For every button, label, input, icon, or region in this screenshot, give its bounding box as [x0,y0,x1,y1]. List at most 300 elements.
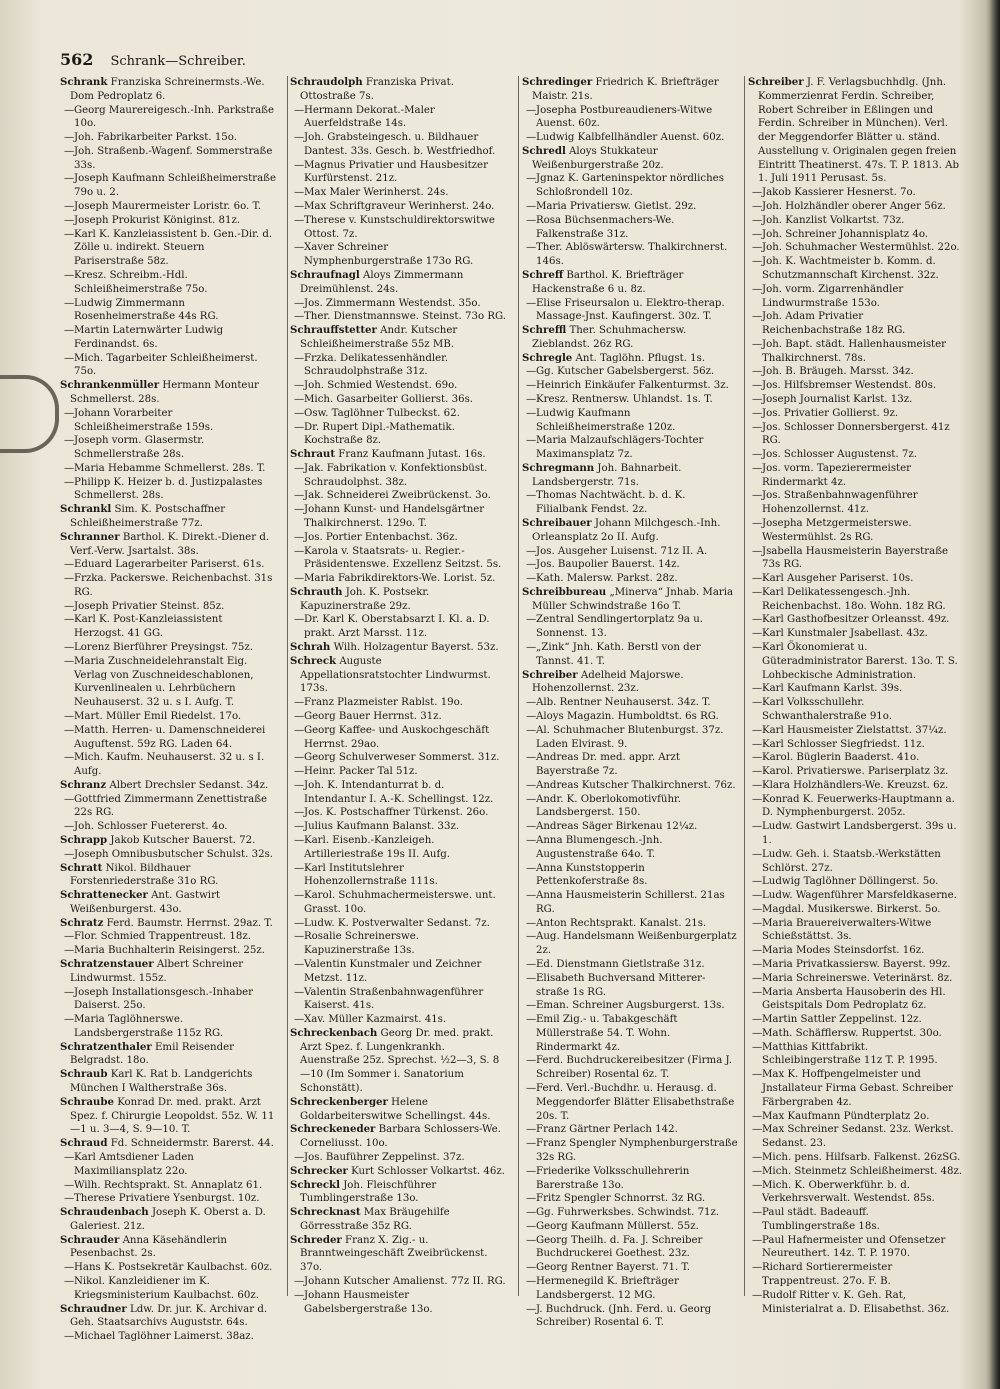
repeat-dash: — [294,132,305,144]
repeat-dash: — [526,917,537,929]
directory-subentry [522,613,738,641]
entry-surname: Schregmann [522,461,595,474]
directory-subentry [748,310,964,338]
entry-details: Sim. K. Postschaffner Schleißheimerstraße 77z. [70,504,226,529]
entry-details: Jos. Privatier Gollierst. 9z. [762,407,899,419]
repeat-dash: — [752,766,763,778]
directory-subentry [60,1261,276,1275]
entry-details: Andr. K. Oberlokomotivführ. Landsbergerst. 150. [536,793,682,819]
directory-entry [290,641,506,655]
entry-details: Joh. Straßenb.-Wagenf. Sommerstraße 33s. [74,145,273,171]
directory-subentry [60,1013,276,1041]
repeat-dash: — [294,862,305,874]
directory-subentry [290,545,506,573]
entry-details: Barthol. K. Direkt.-Diener d. Verf.-Verw. Jsartalst. 38s. [70,531,270,557]
entry-details: Ther. Ablöswärtersw. Thalkirchnerst. 146s. [536,242,728,268]
entry-details: Anna Käsehändlerin Pesenbachst. 2s. [70,1234,227,1260]
repeat-dash: — [526,435,537,447]
directory-entry [60,1234,276,1262]
entry-details: Maria Schreinerswe. Veterinärst. 8z. [762,972,953,984]
repeat-dash: — [752,380,763,392]
directory-subentry [290,765,506,779]
repeat-dash: — [526,407,537,419]
repeat-dash: — [526,862,537,874]
entry-surname: Schratz [60,916,104,929]
repeat-dash: — [64,1151,75,1163]
directory-subentry [522,1013,738,1054]
entry-details: Philipp K. Heizer b. d. Justizpalastes Schmellerst. 28s. [74,476,263,502]
column-divider [744,76,745,1296]
entry-details: Ferd. Verl.-Buchdhr. u. Herausg. d. Meggendorfer Blätter Elisabethstraße 20s. T. [536,1083,735,1122]
directory-subentry [290,503,506,531]
repeat-dash: — [294,890,305,902]
directory-subentry [60,986,276,1014]
entry-details: Mich. Tagarbeiter Schleißheimerst. 75o. [74,352,258,378]
directory-subentry [290,393,506,407]
directory-subentry [748,214,964,228]
entry-details: Hans K. Postsekretär Kaulbachst. 60z. [74,1262,273,1274]
repeat-dash: — [294,187,305,199]
entry-details: Joseph Kaufmann Schleißheimerstraße 79o u. 2. [74,173,276,199]
repeat-dash: — [526,972,537,984]
entry-details: Valentin Straßenbahnwagenführer Kaiserst. 41s. [304,986,484,1012]
directory-entry [522,352,738,366]
directory-entry [290,655,506,696]
directory-subentry [522,572,738,586]
directory-subentry [748,682,964,696]
entry-details: Jakob Kutscher Bauerst. 72. [107,834,256,846]
repeat-dash: — [294,710,305,722]
entry-details: Jos. Portier Entenbachst. 36z. [304,531,458,543]
entry-details: Jos. Schlosser Donnersbergerst. 41z RG. [762,421,950,447]
repeat-dash: — [64,724,75,736]
repeat-dash: — [64,710,75,722]
repeat-dash: — [294,614,305,626]
entry-details: Julius Kaufmann Balanst. 33z. [304,821,460,833]
repeat-dash: — [752,1041,763,1053]
entry-details: Thomas Nachtwächt. b. d. K. Filialbank Fendst. 2z. [536,490,686,516]
directory-subentry [748,917,964,945]
directory-subentry [290,779,506,807]
entry-details: Ferd. Buchdruckereibesitzer (Firma J. Schreiber) Rosental 6z. T. [536,1055,733,1081]
entry-details: Karola v. Staatsrats- u. Regier.-Präsidentenswe. Exzellenz Seitzst. 5s. [304,545,502,571]
repeat-dash: — [526,132,537,144]
directory-subentry [60,131,276,145]
repeat-dash: — [752,945,763,957]
entry-details: Anna Blumengesch.-Jnh. Augustenstraße 64o. T. [536,834,663,860]
column-3 [522,76,738,1376]
repeat-dash: — [752,1165,763,1177]
directory-subentry [60,200,276,214]
entry-details: Georg Kaufmann Müllerst. 55z. [536,1220,699,1232]
directory-entry [522,76,738,104]
entry-details: Max Bräugehilfe Görresstraße 35z RG. [300,1207,450,1232]
repeat-dash: — [526,614,537,626]
entry-details: Mich. K. Oberwerkführ. b. d. Verkehrsverwalt. Westendst. 85s. [762,1179,935,1205]
directory-subentry [748,613,964,627]
directory-subentry [60,793,276,821]
repeat-dash: — [752,821,763,833]
repeat-dash: — [64,1275,75,1287]
entry-details: Joh. Schmied Westendst. 69o. [304,380,458,392]
entry-details: Ant. Taglöhn. Pflugst. 1s. [572,352,706,364]
directory-subentry [522,999,738,1013]
entry-details: Heinrich Einkäufer Falkenturmst. 3z. [536,380,729,392]
entry-details: Xaver Schreiner Nymphenburgerstraße 173o RG. [304,242,474,268]
entry-surname: Schratt [60,861,103,874]
entry-surname: Schrecker [290,1164,348,1177]
entry-details: Joh. vorm. Zigarrenhändler Lindwurmstraße 153o. [762,283,904,309]
entry-details: Karl. Eisenb.-Kanzleigeh. Artilleriestraße 19s II. Aufg. [304,834,451,860]
entry-surname: Schraudner [60,1302,127,1315]
entry-surname: Schreckl [290,1178,340,1191]
directory-subentry [748,1013,964,1027]
entry-details: Wilh. Holzagentur Bayerst. 53z. [330,642,499,654]
directory-entry [522,145,738,173]
entry-details: Richard Sortierermeister Trappentreust. 27o. F. B. [762,1262,893,1287]
entry-details: Adelheid Majorswe. Hohenzollernst. 23z. [532,669,684,695]
entry-details: Dr. Karl K. Oberstabsarzt I. Kl. a. D. prakt. Arzt Marsst. 11z. [304,614,490,640]
repeat-dash: — [64,476,75,488]
directory-subentry [522,958,738,972]
directory-subentry [748,751,964,765]
repeat-dash: — [526,573,537,585]
directory-subentry [522,131,738,145]
directory-subentry [290,986,506,1014]
entry-details: Kath. Malersw. Parkst. 28z. [536,573,678,585]
entry-details: Ed. Dienstmann Gietlstraße 31z. [536,959,705,970]
repeat-dash: — [752,876,763,888]
entry-details: Joh. Schuhmacher Westermühlst. 22o. [762,242,960,254]
entry-details: Jakob Kassierer Hesnerst. 7o. [762,187,916,199]
entry-details: Maria Fabrikdirektors-We. Lorist. 5z. [304,573,496,585]
repeat-dash: — [752,1027,763,1039]
entry-surname: Schrankenmüller [60,379,160,392]
entry-details: Franz Plazmeister Rablst. 19o. [304,697,463,709]
repeat-dash: — [294,1014,305,1026]
directory-subentry [60,820,276,834]
entry-details: Andreas Kutscher Thalkirchnerst. 76z. [536,779,736,791]
entry-surname: Schreff [522,268,564,281]
directory-subentry [748,944,964,958]
directory-subentry [522,1275,738,1303]
directory-subentry [290,421,506,449]
entry-details: Maria Hebamme Schmellerst. 28s. T. [74,462,266,474]
repeat-dash: — [526,793,537,805]
repeat-dash: — [64,132,75,144]
repeat-dash: — [294,504,305,516]
column-4 [748,76,964,1376]
entry-surname: Schrecknast [290,1206,361,1219]
entry-details: Ludwig Zimmermann Rosenheimerstraße 44s RG. [74,297,219,323]
entry-details: Karl Delikatessengesch.-Jnh. Reichenbachst. 18o. Wohn. 18z RG. [762,586,946,612]
repeat-dash: — [526,834,537,846]
repeat-dash: — [752,972,763,984]
entry-details: Therese Privatiere Ysenburgst. 10z. [74,1193,260,1205]
directory-entry [60,1096,276,1137]
repeat-dash: — [752,366,763,378]
repeat-dash: — [526,1165,537,1177]
entry-details: Karl Kaufmann Karlst. 39s. [762,683,903,695]
repeat-dash: — [752,393,763,405]
repeat-dash: — [64,573,75,585]
repeat-dash: — [526,545,537,557]
repeat-dash: — [64,407,75,419]
entry-details: Georg Theilh. d. Fa. J. Schreiber Buchdruckerei Goethest. 23z. [536,1234,703,1260]
entry-details: Albert Drechsler Sedanst. 34z. [106,779,269,791]
directory-subentry [748,586,964,614]
entry-details: Joseph vorm. Glasermstr. Schmellerstraße 28s. [74,435,205,461]
repeat-dash: — [294,917,305,929]
directory-subentry [748,889,964,903]
repeat-dash: — [752,628,763,640]
repeat-dash: — [294,311,305,323]
directory-subentry [748,779,964,793]
directory-subentry [748,1027,964,1041]
repeat-dash: — [752,518,763,529]
entry-details: Georg Dr. med. prakt. Arzt Spez. f. Lungenkrankh. Auenstraße 25z. Sprechst. ½2—3, S. 8—10 (Im Sommer i. Sanatorium Schonstätt). [300,1027,500,1095]
repeat-dash: — [294,490,305,502]
entry-details: Jos. Ausgeher Luisenst. 71z II. A. [536,545,708,557]
directory-subentry [522,545,738,559]
directory-subentry [748,724,964,738]
repeat-dash: — [64,352,75,364]
repeat-dash: — [752,228,763,240]
repeat-dash: — [752,573,763,585]
entry-details: Georg Kaffee- und Auskochgeschäft Herrnst. 29ao. [304,724,490,750]
directory-subentry [290,862,506,890]
directory-subentry [748,186,964,200]
entry-details: Michael Taglöhner Laimerst. 38az. [74,1331,254,1343]
directory-subentry [290,724,506,752]
directory-entry [290,448,506,462]
page-header [60,50,246,72]
entry-surname: Schrankl [60,503,112,516]
column-divider [518,76,519,1296]
repeat-dash: — [526,710,537,722]
directory-subentry [522,104,738,132]
directory-subentry [522,1234,738,1262]
directory-subentry [60,1151,276,1179]
directory-entry [290,586,506,614]
repeat-dash: — [752,338,763,350]
entry-details: Joseph Installationsgesch.-Inhaber Daiserst. 25o. [74,986,254,1012]
directory-subentry [290,710,506,724]
repeat-dash: — [526,1303,537,1315]
directory-subentry [60,558,276,572]
directory-subentry [60,944,276,958]
repeat-dash: — [294,462,305,474]
entry-details: Ludw. Gastwirt Landsbergerst. 39s u. 1. [762,821,957,846]
repeat-dash: — [526,821,537,833]
entry-details: Matthias Kittfabrikt. Schleibingerstraße 11z T. P. 1995. [762,1041,938,1067]
repeat-dash: — [752,642,763,654]
directory-entry [60,379,276,407]
entry-details: Helene Goldarbeiterswitwe Schellingst. 44s. [300,1096,491,1122]
entry-details: Joh. Holzhändler oberer Anger 56z. [762,201,946,213]
directory-subentry [290,751,506,765]
directory-subentry [60,600,276,614]
directory-subentry [748,489,964,517]
directory-subentry [522,1123,738,1137]
repeat-dash: — [752,986,763,998]
directory-subentry [748,448,964,462]
entry-surname: Schreckenbach [290,1026,378,1039]
directory-subentry [290,214,506,242]
directory-subentry [60,214,276,228]
repeat-dash: — [294,834,305,846]
repeat-dash: — [64,462,75,474]
entry-details: Karol. Büglerin Baaderst. 41o. [762,752,920,764]
entry-details: Klara Holzhändlers-We. Kreuzst. 6z. [762,779,949,791]
directory-subentry [522,641,738,669]
entry-details: Maria Buchhalterin Reisingerst. 25z. [74,945,265,957]
entry-surname: Schreckenberger [290,1095,388,1108]
entry-details: Georg Maurereigesch.-Inh. Parkstraße 10o. [74,104,275,130]
entry-details: Max Schreiner Sedanst. 23z. Werkst. Sedanst. 23. [762,1124,954,1150]
entry-surname: Schranz [60,778,107,791]
repeat-dash: — [64,1262,75,1274]
entry-details: Karl K. Kanzleiassistent b. Gen.-Dir. d. Zölle u. indirekt. Steuern Pariserstraße 58z. [74,228,273,268]
directory-subentry [522,489,738,517]
entry-details: Georg Rentner Bayerst. 71. T. [536,1262,690,1274]
entry-details: Matth. Herren- u. Damenschneiderei Auguftenst. 59z RG. Laden 64. [74,724,266,750]
repeat-dash: — [526,242,537,254]
repeat-dash: — [752,490,763,502]
repeat-dash: — [526,752,537,764]
repeat-dash: — [294,159,305,171]
entry-details: Barbara Schlossers-We. Corneliusst. 10o. [300,1124,501,1150]
repeat-dash: — [294,931,305,943]
directory-subentry [748,848,964,876]
entry-details: Jos. Zimmermann Westendst. 35o. [304,297,481,309]
repeat-dash: — [526,642,537,654]
directory-subentry [60,848,276,862]
directory-subentry [60,1179,276,1193]
entry-details: Alb. Rentner Neuhauserst. 34z. T. [536,697,711,709]
entry-details: Jos. vorm. Tapezierermeister Rindermarkt 4z. [762,462,912,488]
repeat-dash: — [526,1000,537,1012]
entry-details: Friedrich K. Briefträger Maistr. 21s. [532,77,719,102]
entry-details: Johann Milchgesch.-Inh. Orleansplatz 2o II. Aufg. [532,518,721,543]
repeat-dash: — [752,1069,763,1081]
entry-surname: Schrauth [290,585,343,598]
directory-subentry [60,172,276,200]
repeat-dash: — [64,269,75,281]
repeat-dash: — [752,256,763,268]
entry-details: Karl K. Post-Kanzleiassistent Herzogst. 41 GG. [74,614,223,640]
entry-details: Ludw. Geh. i. Staatsb.-Werkstätten Schlörst. 27z. [762,848,941,874]
directory-subentry [60,613,276,641]
directory-subentry [60,641,276,655]
entry-details: Jos. Schlosser Augustenst. 7z. [762,449,917,461]
entry-details: Franz X. Zig.- u. Branntweingeschäft Zweibrückenst. 37o. [300,1234,488,1274]
entry-details: Therese v. Kunstschuldirektorswitwe Ottost. 7z. [304,214,495,240]
directory-subentry [522,930,738,958]
column-1 [60,76,276,1376]
repeat-dash: — [64,104,75,116]
directory-subentry [290,696,506,710]
directory-subentry [748,283,964,311]
directory-subentry [290,930,506,958]
directory-subentry [748,1234,964,1262]
repeat-dash: — [64,821,75,833]
entry-details: Karl Institutslehrer Hohenzollernstraße 111s. [304,862,438,888]
repeat-dash: — [752,214,763,226]
directory-subentry [60,297,276,325]
entry-details: Joh. K. Wachtmeister b. Komm. d. Schutzmannschaft Kirchenst. 32z. [762,256,939,281]
entry-details: Mich. pens. Hilfsarb. Falkenst. 26zSG. [762,1151,961,1163]
entry-details: Mart. Müller Emil Riedelst. 17o. [74,710,242,722]
directory-subentry [290,531,506,545]
directory-entry [60,834,276,848]
directory-subentry [522,1192,738,1206]
repeat-dash: — [752,449,763,461]
directory-entry [290,1206,506,1234]
directory-entry [522,669,738,697]
entry-details: Jsabella Hausmeisterin Bayerstraße 73s RG. [762,545,949,571]
entry-details: Xav. Müller Kazmairst. 41s. [304,1014,447,1026]
entry-surname: Schratzenstauer [60,958,154,970]
entry-surname: Schreck [290,654,337,667]
repeat-dash: — [752,917,763,929]
entry-details: J. F. Verlagsbuchhdlg. (Jnh. Kommerzienrat Ferdin. Schreiber, Robert Schreiber in Eßlingen und Ferdin. Schreiber in München). Verl. der Meggendorfer Blätter u. ständ. Ausstellung v. Originalen gegen freien Eintritt Theatinerst. 47s. T. P. 1813. Ab 1. Juli 1911 Perusast. 5s. [758,77,959,185]
entry-details: Karl Kunstmaler Jsabellast. 43z. [762,628,928,640]
entry-details: Fd. Schneidermstr. Barerst. 44. [107,1138,274,1150]
entry-details: Paul Hafnermeister und Ofensetzer Neureuthert. 14z. T. P. 1970. [762,1234,946,1260]
repeat-dash: — [752,1151,763,1163]
directory-subentry [290,379,506,393]
directory-subentry [290,352,506,380]
entry-details: Friederike Volksschullehrerin Barerstraße 13o. [536,1165,690,1191]
entry-details: Max Kaufmann Pündterplatz 2o. [762,1110,930,1122]
directory-subentry [290,200,506,214]
repeat-dash: — [64,945,75,957]
repeat-dash: — [294,1275,305,1287]
entry-details: Franz Gärtner Perlach 142. [536,1124,678,1136]
entry-details: Auguste Appellationsratstochter Lindwurmst. 173s. [300,655,491,695]
directory-subentry [522,1303,738,1331]
directory-subentry [290,806,506,820]
directory-subentry [522,241,738,269]
directory-subentry [748,365,964,379]
entry-details: Joseph K. Oberst a. D. Galeriest. 21z. [70,1207,266,1232]
directory-subentry [748,986,964,1014]
entry-details: Jak. Fabrikation v. Konfektionsbüst. Schraudolphst. 38z. [304,462,488,488]
entry-details: Ther. Dienstmannswe. Steinst. 73o RG. [304,311,506,323]
repeat-dash: — [64,201,75,213]
directory-subentry [60,572,276,600]
entry-details: Franz Kaufmann Jutast. 16s. [335,449,486,461]
entry-surname: Schreffl [522,324,567,337]
entry-details: Osw. Taglöhner Tulbeckst. 62. [304,407,460,419]
page-number: 562 [60,50,94,69]
repeat-dash: — [526,380,537,392]
directory-subentry [290,889,506,917]
directory-subentry [748,517,964,545]
repeat-dash: — [294,821,305,833]
entry-details: Aloys Magazin. Humboldtst. 6s RG. [536,710,719,722]
entry-details: Jos. K. Postschaffner Türkenst. 26o. [304,807,489,819]
entry-details: Math. Schäfflersw. Ruppertst. 30o. [762,1027,942,1039]
directory-subentry [748,241,964,255]
entry-details: Joh. Fleischführer Tumblingerstraße 13o. [300,1179,437,1205]
directory-entry [290,269,506,297]
directory-subentry [522,297,738,325]
repeat-dash: — [752,752,763,764]
entry-details: Mich. Gasarbeiter Gollierst. 36s. [304,393,474,405]
directory-subentry [522,214,738,242]
